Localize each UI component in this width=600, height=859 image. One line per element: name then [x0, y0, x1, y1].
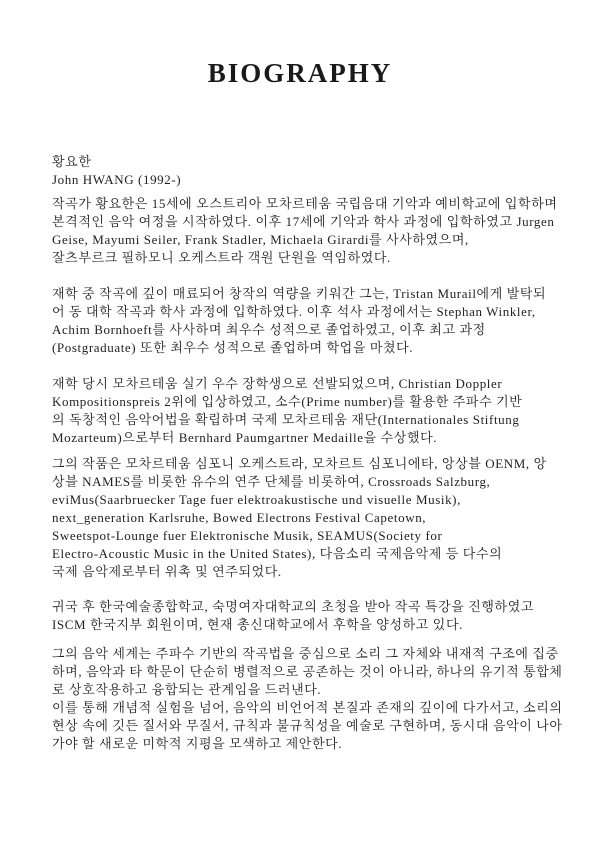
bio-line: 귀국 후 한국예술종합학교, 숙명여자대학교의 초청을 받아 작곡 특강을 진행하였고 — [52, 599, 535, 614]
bio-line: 재학 중 작곡에 깊이 매료되어 창작의 역량을 키워간 그는, Tristan Murail에게 발탁되 — [52, 286, 547, 301]
bio-line: 가야 할 새로운 미학적 지평을 모색하고 제안한다. — [52, 736, 343, 751]
bio-line: next_generation Karlsruhe, Bowed Electrons Festival Capetown, — [52, 510, 427, 525]
bio-line: 이를 통해 개념적 실험을 넘어, 음악의 비언어적 본질과 존재의 깊이에 다가서고, 소리의 — [52, 700, 563, 715]
bio-line: Sweetspot-Lounge fuer Elektronische Musik, SEAMUS(Society for — [52, 528, 443, 543]
bio-line: Achim Bornhoeft를 사사하며 최우수 성적으로 졸업하였고, 이후 최고 과정 — [52, 322, 486, 337]
artist-name-block — [52, 153, 560, 189]
bio-line: Kompositionspreis 2위에 입상하였고, 소수(Prime number)를 활용한 주파수 기반 — [52, 394, 523, 409]
bio-paragraph-composition-studies — [52, 285, 572, 357]
bio-line: 현상 속에 깃든 질서와 무질서, 규칙과 불규칙성을 예술로 구현하며, 동시대 음악이 나아 — [52, 718, 563, 733]
bio-line: 하며, 음악과 타 학문이 단순히 병렬적으로 공존하는 것이 아니라, 하나의 유기적 통합체 — [52, 664, 563, 679]
bio-paragraph-performances — [52, 455, 572, 581]
bio-line: 그의 음악 세계는 주파수 기반의 작곡법을 중심으로 소리 그 자체와 내재적 구조에 집중 — [52, 646, 559, 661]
bio-paragraph-education-early — [52, 195, 572, 267]
bio-line: Mozarteum)으로부터 Bernhard Paumgartner Medaille을 수상했다. — [52, 430, 438, 445]
artist-name-english: John HWANG (1992-) — [52, 172, 182, 187]
page-title: BIOGRAPHY — [207, 58, 393, 88]
artist-name-korean: 황요한 — [52, 154, 92, 169]
bio-line: 잘츠부르크 필하모니 오케스트라 객원 단원을 역임하였다. — [52, 250, 391, 265]
bio-line: 그의 작품은 모차르테움 심포니 오케스트라, 모차르트 심포니에타, 앙상블 OENM, 앙 — [52, 456, 547, 471]
bio-line: 재학 당시 모차르테움 실기 우수 장학생으로 선발되었으며, Christian Doppler — [52, 376, 503, 391]
bio-line: 국제 음악제로부터 위촉 및 연주되었다. — [52, 564, 282, 579]
bio-paragraph-teaching — [52, 598, 572, 634]
bio-line: Electro-Acoustic Music in the United States), 다음소리 국제음악제 등 다수의 — [52, 546, 503, 561]
bio-line: Geise, Mayumi Seiler, Frank Stadler, Michaela Girardi를 사사하였으며, — [52, 232, 469, 247]
bio-line: (Postgraduate) 또한 최우수 성적으로 졸업하며 학업을 마쳤다. — [52, 340, 414, 355]
bio-paragraph-awards — [52, 375, 572, 447]
bio-line: ISCM 한국지부 회원이며, 현재 총신대학교에서 후학을 양성하고 있다. — [52, 617, 463, 632]
bio-line: 본격적인 음악 여정을 시작하였다. 이후 17세에 기악과 학사 과정에 입학하였고 Jurgen — [52, 214, 555, 229]
bio-paragraph-musical-philosophy — [52, 645, 572, 753]
bio-line: 상블 NAMES를 비롯한 유수의 연주 단체를 비롯하여, Crossroads Salzburg, — [52, 474, 491, 489]
bio-line: eviMus(Saarbruecker Tage fuer elektroakustische und visuelle Musik), — [52, 492, 461, 507]
bio-line: 의 독창적인 음악어법을 확립하며 국제 모차르테움 재단(Internationales Stiftung — [52, 412, 520, 427]
bio-line: 어 동 대학 작곡과 학사 과정에 입학하였다. 이후 석사 과정에서는 Stephan Winkler, — [52, 304, 536, 319]
bio-line: 로 상호작용하고 융합되는 관계임을 드러낸다. — [52, 682, 322, 697]
bio-line: 작곡가 황요한은 15세에 오스트리아 모차르테움 국립음대 기악과 예비학교에 입학하며 — [52, 196, 558, 211]
